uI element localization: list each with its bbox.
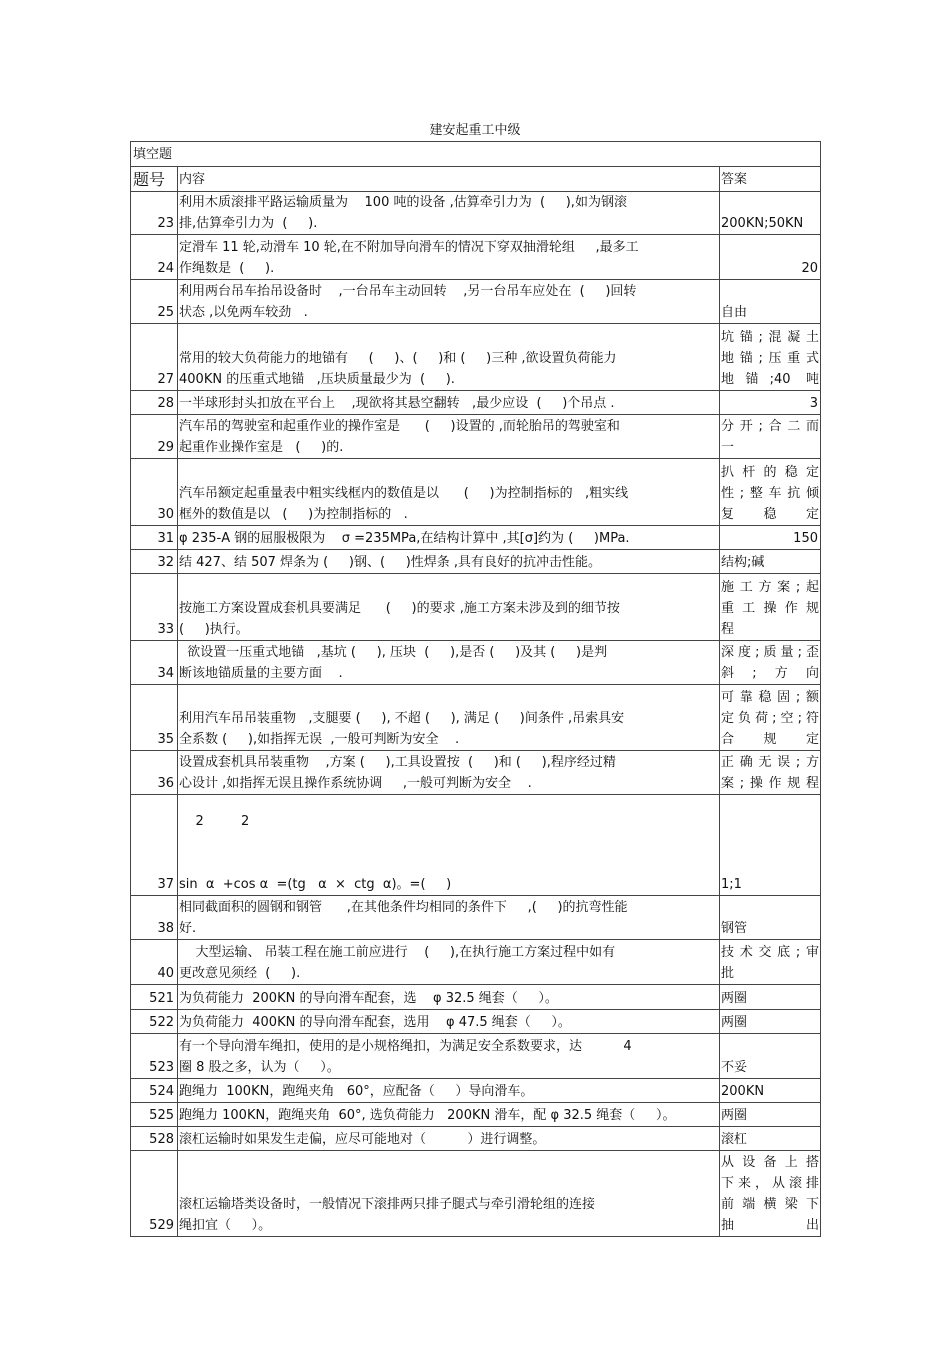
question-content: 有一个导向滑车绳扣，使用的是小规格绳扣，为满足安全系数要求，达 4 圈 8 股之多，认为（ ）。 [178,1034,720,1079]
question-answer: 深度;质量;歪 斜;方向 [720,641,821,685]
question-content: 利用木质滚排平路运输质量为 100 吨的设备 ,估算牵引力为 ( ),如为钢滚 排,估算牵引力为 ( ). [178,192,720,235]
question-content: 结 427、结 507 焊条为 ( )钢、( )性焊条 ,具有良好的抗冲击性能。 [178,550,720,574]
question-answer: 两圈 [720,1010,821,1034]
question-content: 汽车吊额定起重量表中粗实线框内的数值是以 ( )为控制指标的 ,粗实线 框外的数值是以 ( )为控制指标的 . [178,459,720,526]
question-answer: 从设备上搭 下来，从滚排 前端横梁下 抽出 [720,1151,821,1237]
question-answer: 200KN [720,1079,821,1103]
table-row [131,1034,821,1079]
question-answer: 分开;合二而 一 [720,415,821,459]
table-row [131,324,821,391]
question-content: 定滑车 11 轮,动滑车 10 轮,在不附加导向滑车的情况下穿双抽滑轮组 ,最多工 作绳数是 ( ). [178,235,720,280]
question-content: 相同截面积的圆钢和钢管 ,在其他条件均相同的条件下 ,( )的抗弯性能 好. [178,896,720,940]
question-answer: 1;1 [720,795,821,896]
question-answer: 施工方案;起 重工操作规 程 [720,574,821,641]
question-content: 汽车吊的驾驶室和起重作业的操作室是 ( )设置的 ,而轮胎吊的驾驶室和 起重作业操作室是 ( )的. [178,415,720,459]
question-number: 35 [131,685,178,751]
question-content: 按施工方案设置成套机具要满足 ( )的要求 ,施工方案未涉及到的细节按 ( )执行。 [178,574,720,641]
question-content: 一半球形封头扣放在平台上 ,现欲将其悬空翻转 ,最少应设 ( )个吊点 . [178,391,720,415]
question-number: 27 [131,324,178,391]
question-number: 38 [131,896,178,940]
header-row [131,167,821,192]
question-content: 利用两台吊车抬吊设备时 ,一台吊车主动回转 ,另一台吊车应处在 ( )回转 状态 ,以免两车较劲 . [178,280,720,324]
question-content: 跑绳力 100KN，跑绳夹角 60°，应配备（ ）导向滑车。 [178,1079,720,1103]
question-table [130,141,821,1237]
table-row [131,391,821,415]
question-answer: 扒杆的稳定 性;整车抗倾 复稳定 [720,459,821,526]
question-answer: 20 [720,235,821,280]
table-row [131,1151,821,1237]
table-row [131,415,821,459]
question-content: 设置成套机具吊装重物 ,方案 ( ),工具设置按 ( )和 ( ),程序经过精 心设计 ,如指挥无误且操作系统协调 ,一般可判断为安全 . [178,751,720,795]
section-row [131,142,821,167]
question-number: 36 [131,751,178,795]
table-row [131,192,821,235]
question-answer: 两圈 [720,1103,821,1127]
table-row [131,1010,821,1034]
header-answer: 答案 [720,167,821,192]
question-number: 521 [131,985,178,1010]
header-content: 内容 [178,167,720,192]
question-number: 30 [131,459,178,526]
question-content: 大型运输、 吊装工程在施工前应进行 ( ),在执行施工方案过程中如有 更改意见须经 ( ). [178,940,720,985]
table-row [131,235,821,280]
question-number: 33 [131,574,178,641]
table-row [131,641,821,685]
question-answer: 不妥 [720,1034,821,1079]
question-table-body [131,142,821,1237]
question-number: 24 [131,235,178,280]
question-answer: 两圈 [720,985,821,1010]
question-answer: 结构;碱 [720,550,821,574]
question-content: 为负荷能力 400KN 的导向滑车配套，选用 φ 47.5 绳套（ ）。 [178,1010,720,1034]
question-number: 32 [131,550,178,574]
table-row [131,550,821,574]
question-number: 529 [131,1151,178,1237]
table-row [131,280,821,324]
question-number: 528 [131,1127,178,1151]
question-number: 525 [131,1103,178,1127]
question-number: 28 [131,391,178,415]
question-answer: 150 [720,526,821,550]
table-row [131,896,821,940]
question-number: 523 [131,1034,178,1079]
question-number: 37 [131,795,178,896]
table-row [131,685,821,751]
header-num: 题号 [131,167,178,192]
question-answer: 3 [720,391,821,415]
section-label: 填空题 [131,142,821,167]
question-number: 31 [131,526,178,550]
question-number: 34 [131,641,178,685]
question-content: 常用的较大负荷能力的地锚有 ( )、( )和 ( )三种 ,欲设置负荷能力 400KN 的压重式地锚 ,压块质量最少为 ( ). [178,324,720,391]
question-answer: 钢管 [720,896,821,940]
table-row [131,795,821,896]
question-content: 为负荷能力 200KN 的导向滑车配套，选 φ 32.5 绳套（ ）。 [178,985,720,1010]
question-answer: 滚杠 [720,1127,821,1151]
table-row [131,751,821,795]
table-row [131,1127,821,1151]
question-answer: 技术交底;审 批 [720,940,821,985]
question-number: 522 [131,1010,178,1034]
table-row [131,1103,821,1127]
question-number: 25 [131,280,178,324]
question-answer: 正确无误;方 案;操作规程 [720,751,821,795]
table-row [131,940,821,985]
question-number: 524 [131,1079,178,1103]
document-title: 建安起重工中级 [429,123,521,138]
question-content: 跑绳力 100KN，跑绳夹角 60°, 选负荷能力 200KN 滑车，配 φ 32.5 绳套（ ）。 [178,1103,720,1127]
question-content: 2 2 sin α +cos α =(tg α × ctg α)。=( ) [178,795,720,896]
table-row [131,526,821,550]
table-row [131,1079,821,1103]
question-answer: 200KN;50KN [720,192,821,235]
table-row [131,459,821,526]
question-answer: 自由 [720,280,821,324]
question-answer: 坑锚;混凝土 地锚;压重式 地锚;40 吨 [720,324,821,391]
question-content: 利用汽车吊吊装重物 ,支腿要 ( ), 不超 ( ), 满足 ( )间条件 ,吊索具安 全系数 ( ),如指挥无误 ,一般可判断为安全 . [178,685,720,751]
question-content: 滚杠运输塔类设备时，一般情况下滚排两只排子腿式与牵引滑轮组的连接 绳扣宜（ ）。 [178,1151,720,1237]
table-row [131,574,821,641]
question-number: 23 [131,192,178,235]
table-row [131,985,821,1010]
question-content: φ 235-A 钢的屈服极限为 σ =235MPa,在结构计算中 ,其[σ]约为 ( )MPa. [178,526,720,550]
question-answer: 可靠稳固;额 定负荷;空;符 合规定 [720,685,821,751]
question-content: 欲设置一压重式地锚 ,基坑 ( ), 压块 ( ),是否 ( )及其 ( )是判 断该地锚质量的主要方面 . [178,641,720,685]
question-content: 滚杠运输时如果发生走偏，应尽可能地对（ ）进行调整。 [178,1127,720,1151]
question-number: 29 [131,415,178,459]
question-number: 40 [131,940,178,985]
